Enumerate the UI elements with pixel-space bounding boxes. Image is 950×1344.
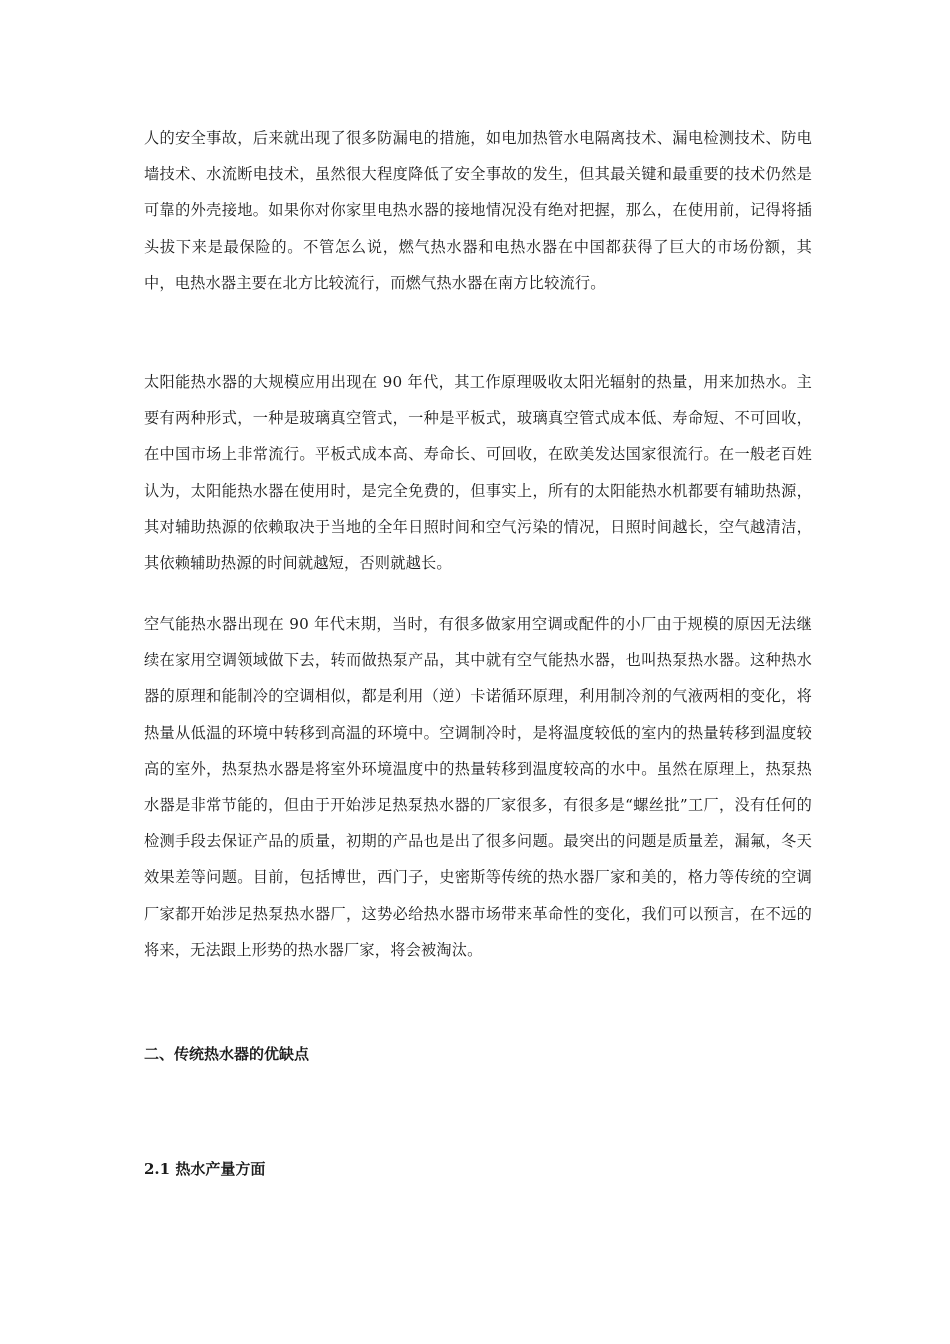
paragraph-solar-heater: 太阳能热水器的大规模应用出现在 90 年代，其工作原理吸收太阳光辐射的热量，用来加热水。主要有两种形式，一种是玻璃真空管式，一种是平板式，玻璃真空管式成本低、寿命短、不可回收，在中国市场上非常流行。平板式成本高、寿命长、可回收，在欧美发达国家很流行。在一般老百姓认为，太阳能热水器在使用时，是完全免费的，但事实上，所有的太阳能热水机都要有辅助热源，其对辅助热源的依赖取决于当地的全年日照时间和空气污染的情况，日照时间越长，空气越清洁，其依赖辅助热源的时间就越短，否则就越长。 <box>144 373 812 573</box>
paragraph-electric-heater-safety: 人的安全事故，后来就出现了很多防漏电的措施，如电加热管水电隔离技术、漏电检测技术、防电墙技术、水流断电技术，虽然很大程度降低了安全事故的发生，但其最关键和最重要的技术仍然是可靠的外壳接地。如果你对你家里电热水器的接地情况没有绝对把握，那么，在使用前，记得将插头拔下来是最保险的。不管怎么说，燃气热水器和电热水器在中国都获得了巨大的市场份额，其中，电热水器主要在北方比较流行，而燃气热水器在南方比较流行。 <box>144 129 812 292</box>
section-heading: 二、传统热水器的优缺点 <box>144 1045 310 1063</box>
subsection-heading: 2.1 热水产量方面 <box>144 1160 266 1178</box>
paragraph-air-source-heater: 空气能热水器出现在 90 年代末期，当时，有很多做家用空调或配件的小厂由于规模的原因无法继续在家用空调领域做下去，转而做热泵产品，其中就有空气能热水器，也叫热泵热水器。这种热水器的原理和能制冷的空调相似，都是利用（逆）卡诺循环原理，利用制冷剂的气液两相的变化，将热量从低温的环境中转移到高温的环境中。空调制冷时，是将温度较低的室内的热量转移到温度较高的室外，热泵热水器是将室外环境温度中的热量转移到温度较高的水中。虽然在原理上，热泵热水器是非常节能的，但由于开始涉足热泵热水器的厂家很多，有很多是“螺丝批”工厂，没有任何的检测手段去保证产品的质量，初期的产品也是出了很多问题。最突出的问题是质量差，漏氟，冬天效果差等问题。目前，包括博世，西门子，史密斯等传统的热水器厂家和美的，格力等传统的空调厂家都开始涉足热泵热水器厂，这势必给热水器市场带来革命性的变化，我们可以预言，在不远的将来，无法跟上形势的热水器厂家，将会被淘汰。 <box>144 615 812 959</box>
